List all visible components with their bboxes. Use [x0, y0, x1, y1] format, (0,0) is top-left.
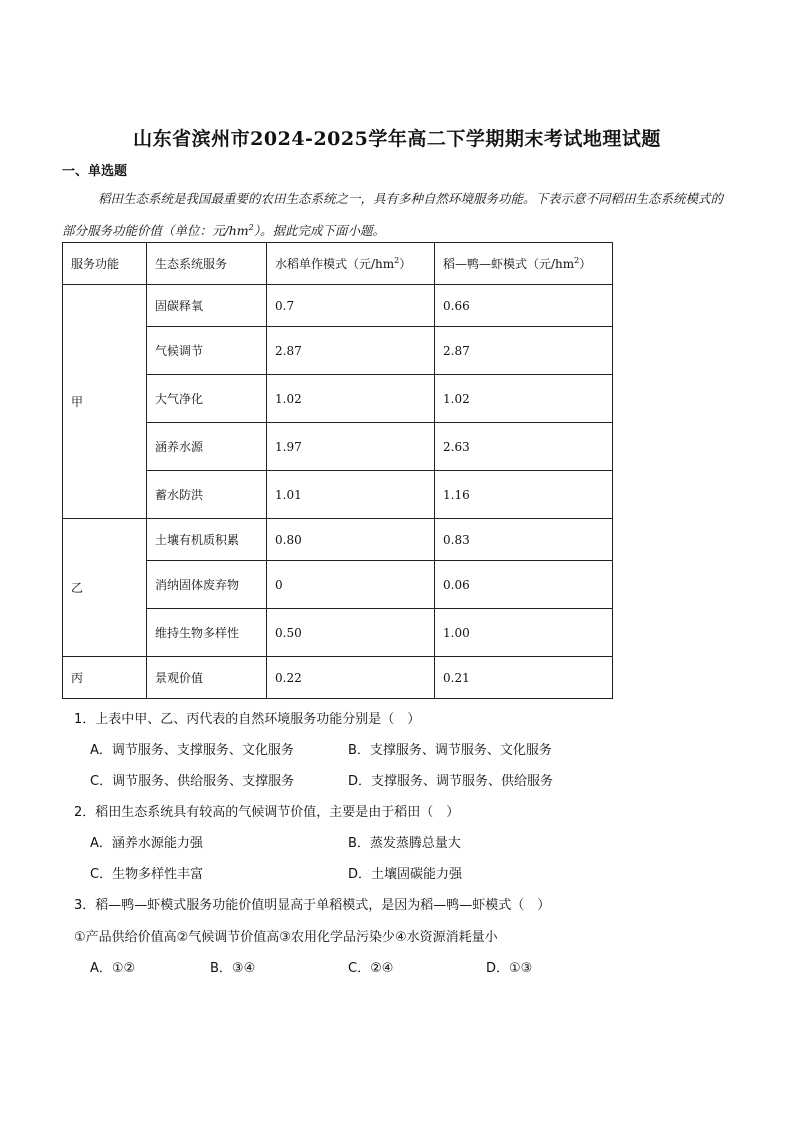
question-1-option-c[interactable]: C．调节服务、供给服务、支撑服务: [90, 774, 295, 789]
table-header-row: [63, 243, 613, 285]
question-1-option-b[interactable]: B．支撑服务、调节服务、文化服务: [348, 743, 552, 758]
single-value-cell: 0.22: [267, 657, 435, 699]
group-label-jia: 甲: [63, 285, 147, 519]
duck-value-cell: 1.02: [435, 375, 613, 423]
duck-value-cell: 2.87: [435, 327, 613, 375]
group-label-bing: 丙: [63, 657, 147, 699]
question-2-option-d[interactable]: D．土壤固碳能力强: [348, 867, 463, 882]
single-value-cell: 0: [267, 561, 435, 609]
duck-value-cell: 0.06: [435, 561, 613, 609]
question-2-option-a[interactable]: A．涵养水源能力强: [90, 836, 203, 851]
question-3-option-c[interactable]: C．②④: [348, 961, 394, 976]
question-2-option-c[interactable]: C．生物多样性丰富: [90, 867, 204, 882]
service-cell: 大气净化: [147, 375, 267, 423]
service-cell: 土壤有机质积累: [147, 519, 267, 561]
table-row: [63, 657, 613, 699]
question-3-option-a[interactable]: A．①②: [90, 961, 136, 976]
single-value-cell: 1.01: [267, 471, 435, 519]
header-service: 生态系统服务: [147, 243, 267, 285]
duck-value-cell: 0.66: [435, 285, 613, 327]
service-cell: 维持生物多样性: [147, 609, 267, 657]
intro-paragraph: [62, 184, 734, 245]
duck-value-cell: 0.21: [435, 657, 613, 699]
single-value-cell: 0.7: [267, 285, 435, 327]
question-1-option-d[interactable]: D．支撑服务、调节服务、供给服务: [348, 774, 554, 789]
intro-text: 稻田生态系统是我国最重要的农田生态系统之一，具有多种自然环境服务功能。下表示意不同稻田生态系统模式的部分服务功能价值（单位：元/hm: [62, 191, 724, 239]
service-cell: 涵养水源: [147, 423, 267, 471]
question-3-statements: ①产品供给价值高②气候调节价值高③农用化学品污染少④水资源消耗量小: [74, 930, 498, 945]
single-value-cell: 0.80: [267, 519, 435, 561]
table-row: [63, 285, 613, 327]
group-label-yi: 乙: [63, 519, 147, 657]
intro-sup: 2: [248, 223, 254, 232]
service-cell: 气候调节: [147, 327, 267, 375]
duck-value-cell: 1.00: [435, 609, 613, 657]
header-function: 服务功能: [63, 243, 147, 285]
single-value-cell: 0.50: [267, 609, 435, 657]
service-cell: 蓄水防洪: [147, 471, 267, 519]
question-3-option-b[interactable]: B．③④: [210, 961, 256, 976]
service-cell: 消纳固体废弃物: [147, 561, 267, 609]
service-value-table: [62, 242, 613, 699]
question-3-stem: 3．稻—鸭—虾模式服务功能价值明显高于单稻模式，是因为稻—鸭—虾模式（ ）: [74, 898, 551, 913]
question-2-stem: 2．稻田生态系统具有较高的气候调节价值，主要是由于稻田（ ）: [74, 805, 460, 820]
section-heading: 一、单选题: [62, 164, 128, 179]
question-3-option-d[interactable]: D．①③: [486, 961, 533, 976]
question-1-stem: 1．上表中甲、乙、丙代表的自然环境服务功能分别是（ ）: [74, 712, 421, 727]
intro-text-end: ）。据此完成下面小题。: [253, 223, 385, 239]
question-2-option-b[interactable]: B．蒸发蒸腾总量大: [348, 836, 461, 851]
duck-value-cell: 2.63: [435, 423, 613, 471]
duck-value-cell: 1.16: [435, 471, 613, 519]
single-value-cell: 2.87: [267, 327, 435, 375]
table-row: [63, 519, 613, 561]
single-value-cell: 1.02: [267, 375, 435, 423]
service-cell: 景观价值: [147, 657, 267, 699]
header-duck-mode: 稻—鸭—虾模式（元$/hm^2$）: [435, 243, 613, 285]
single-value-cell: 1.97: [267, 423, 435, 471]
page-title: 山东省滨州市2024-2025学年高二下学期期末考试地理试题: [133, 128, 661, 150]
duck-value-cell: 0.83: [435, 519, 613, 561]
header-single-mode: 水稻单作模式（元$/hm^2$）: [267, 243, 435, 285]
question-1-option-a[interactable]: A．调节服务、支撑服务、文化服务: [90, 743, 294, 758]
service-cell: 固碳释氧: [147, 285, 267, 327]
